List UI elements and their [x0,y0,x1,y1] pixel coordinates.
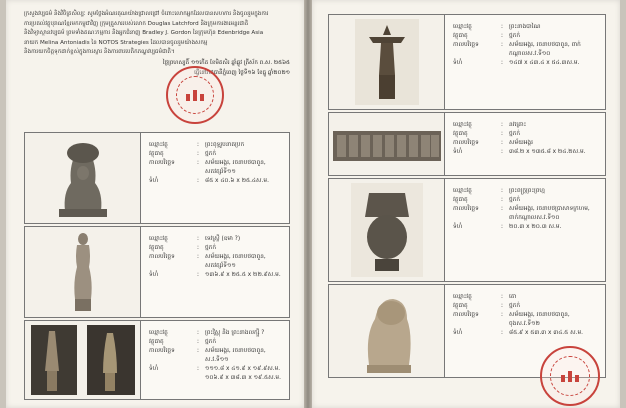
nine-deities-lintel-image [329,113,445,175]
item-size: ១៤៧ x ៤៣.៤ x ៥៤.៣ស.ម. [509,60,580,66]
colon: : [501,24,503,30]
item-name: នវគ្រោះ [509,122,527,128]
item-size: ៨៥.៩ x ៥៣.៣ x ៣៤.៥ ស.ម. [509,330,583,336]
item-size: ១៣៦.៩ x ២៥.៥ x ២២.៩ស.ម. [205,272,281,278]
catalog-item [328,178,606,282]
label-period: កាលបរិច្ឆេទ [453,140,479,146]
item-period: សម័យអង្គរ, រចនាបថបាពួន, សតវត្សរ៍ទី១១ [205,254,266,269]
colon: : [197,366,199,372]
intro-line: និងវិទ្យាស្ថានវប្បធម៌ ព្រមទាំងគណៈកម្មការ និងអ្នកជំនាញ Bradley J. Gordon នៃក្រុមហ៊ុន Edenbridge Asia [24,30,264,37]
colon: : [197,348,199,354]
label-material: វត្ថុធាតុ [453,197,468,203]
label-name: ឈ្មោះវត្ថុ [149,330,168,336]
colon: : [501,140,503,146]
label-period: កាលបរិច្ឆេទ [149,348,175,354]
artifact-photo [329,285,445,377]
colon: : [501,224,503,230]
temple-seal-icon [559,370,581,382]
item-info [447,179,605,281]
artifact-photo [329,15,445,109]
lion-statue-image [329,285,445,377]
label-size: ទំហំ [149,272,159,278]
artifact-photo [329,179,445,281]
item-material: ថ្មភក់ [509,33,521,39]
colon: : [501,303,503,309]
label-size: ទំហំ [453,149,463,155]
item-size: ៨៥ x ៤០.៦ x ២៥.៤ស.ម. [205,178,269,184]
colon: : [501,42,503,48]
four-armed-deity-image [329,15,445,109]
label-material: វត្ថុធាតុ [149,151,164,157]
label-material: វត្ថុធាតុ [453,303,468,309]
catalog-item [24,226,290,318]
left-page [6,0,304,408]
item-period: សម័យអង្គរ, រចនាបថបាពួន, សតវត្សរ៍ទី១១ [205,160,266,175]
label-name: ឈ្មោះវត្ថុ [453,188,472,194]
item-period: សម័យអង្គរ, រចនាបថបាពួន, ចុងស.វ.ទី១២ [509,312,570,327]
intro-line: ការប្រគល់វត្ថុបុរាណខ្មែរមកកម្ពុជាវិញ ក្រុមគ្រួសាររបស់លោក Douglas Latchford និងក្រុមការងារអន្តរជាតិ [24,20,249,27]
colon: : [501,294,503,300]
colon: : [197,236,199,242]
intro-line: ក្រសួងវប្បធម៌ និងវិចិត្រសិល្បៈ សូមថ្លែងអំណរគុណយ៉ាងជ្រាលជ្រៅ ចំពោះលោកអ្នកដែលបានសហការ និងចូលរួមក្នុងការ [24,11,269,17]
artifact-photo [25,133,141,223]
item-size-2: ១០៦.៩ x ៣៨.៣ x ១៩.៥ស.ម. [205,375,281,381]
label-size: ទំហំ [453,330,463,336]
item-period: សម័យអង្គរ, រចនាបថបាពួន, ពាក់កណ្តាលស.វ.ទី១០ [509,42,581,57]
item-name: ទេវស្ត្រី (ឧមា ?) [205,236,241,242]
colon: : [501,149,503,155]
item-size: ៣៨.២ x ១៣៥.៨ x ២៤.២ស.ម. [509,149,586,155]
item-material: ថ្មភក់ [509,197,521,203]
label-name: ឈ្មោះវត្ថុ [453,122,472,128]
colon: : [197,254,199,260]
label-name: ឈ្មោះវត្ថុ [453,24,472,30]
intro-line: នាយក Melina Antoniadis នៃ NOTOS Strategies ដែលបានចូលរួមយ៉ាងសកម្ម [24,39,208,46]
item-info [143,321,289,399]
label-size: ទំហំ [149,366,159,372]
colon: : [501,197,503,203]
label-period: កាលបរិច្ឆេទ [149,160,175,166]
catalog-item [328,112,606,176]
official-seal [166,66,224,124]
label-size: ទំហំ [453,224,463,230]
colon: : [197,142,199,148]
intro-line: និងការយកចិត្តទុកដាក់ខ្ពស់ក្នុងការស្តារ និងការពារបេតិកភណ្ឌវប្បធម៌ជាតិ។ [24,49,175,56]
colon: : [197,330,199,336]
colon: : [197,151,199,157]
item-material: ថ្មភក់ [509,303,521,309]
label-size: ទំហំ [149,178,159,184]
item-name: ព្រះពុទ្ធរូបនាគប្រក [205,142,245,148]
label-name: ឈ្មោះវត្ថុ [149,142,168,148]
item-name: ព្រះវិស្ណុ និង ព្រះនាងលក្ស្មី ? [205,330,265,336]
right-page [312,0,620,408]
item-material: ថ្មភក់ [205,151,217,157]
catalog-item [24,132,290,224]
label-material: វត្ថុធាតុ [453,131,468,137]
item-size: ២០.៣ x ២០.៣ ស.ម. [509,224,562,230]
item-name: តោ [509,294,517,300]
colon: : [501,188,503,194]
colon: : [197,245,199,251]
item-name: ព្រះពក្ត្រព្រះព្រហ្ម [509,188,545,194]
official-seal [540,346,600,406]
label-material: វត្ថុធាតុ [149,339,164,345]
naga-buddha-image [25,133,141,223]
label-material: វត្ថុធាតុ [149,245,164,251]
label-size: ទំហំ [453,60,463,66]
colon: : [197,178,199,184]
brahma-head-image [329,179,445,281]
catalog-item [24,320,290,400]
label-name: ឈ្មោះវត្ថុ [149,236,168,242]
item-size: ១១១.៨ x ៤១.៩ x ១៩.៩ស.ម. [205,366,281,372]
artifact-photo [25,227,141,317]
catalog-item [328,14,606,110]
artifact-photo [329,113,445,175]
signature-date-1: ថ្ងៃព្រហស្បតិ៍ ១១កើត ខែមិគសិរ ឆ្នាំឆ្លូវ ត្រីស័ក ព.ស. ២៥៦៥ [162,59,290,66]
vishnu-lakshmi-image [25,321,141,399]
label-name: ឈ្មោះវត្ថុ [453,294,472,300]
colon: : [501,131,503,137]
intro-text [24,10,290,77]
artifact-photo [25,321,141,399]
label-period: កាលបរិច្ឆេទ [149,254,175,260]
colon: : [501,60,503,66]
colon: : [197,160,199,166]
label-period: កាលបរិច្ឆេទ [453,42,479,48]
colon: : [501,330,503,336]
label-period: កាលបរិច្ឆេទ [453,312,479,318]
female-deity-image [25,227,141,317]
colon: : [501,312,503,318]
item-info [143,227,289,317]
colon: : [501,206,503,212]
label-material: វត្ថុធាតុ [453,33,468,39]
book-gutter [304,0,312,408]
item-info [447,113,605,175]
colon: : [501,122,503,128]
item-material: ថ្មភក់ [509,131,521,137]
item-material: ថ្មភក់ [205,245,217,251]
item-info [143,133,289,223]
colon: : [197,339,199,345]
signature-date-2: ធ្វើនៅរាជធានីភ្នំពេញ ថ្ងៃទី១៦ ខែធ្នូ ឆ្នាំ២០២១ [194,69,290,76]
item-period: សម័យអង្គរ, រចនាបថបាពួន, ស.វ.ទី១១ [205,348,266,363]
label-period: កាលបរិច្ឆេទ [453,206,479,212]
item-info [447,15,605,109]
item-period: សម័យអង្គរ, រចនាបថប្រាសាទក្រហម, ពាក់កណ្តាលស.វ.ទី១០ [509,206,590,221]
item-name: ព្រះនាងបាណៃ [509,24,541,30]
colon: : [501,33,503,39]
colon: : [197,272,199,278]
item-period: សម័យអង្គរ [509,140,533,146]
temple-seal-icon [184,89,206,101]
item-material: ថ្មភក់ [205,339,217,345]
